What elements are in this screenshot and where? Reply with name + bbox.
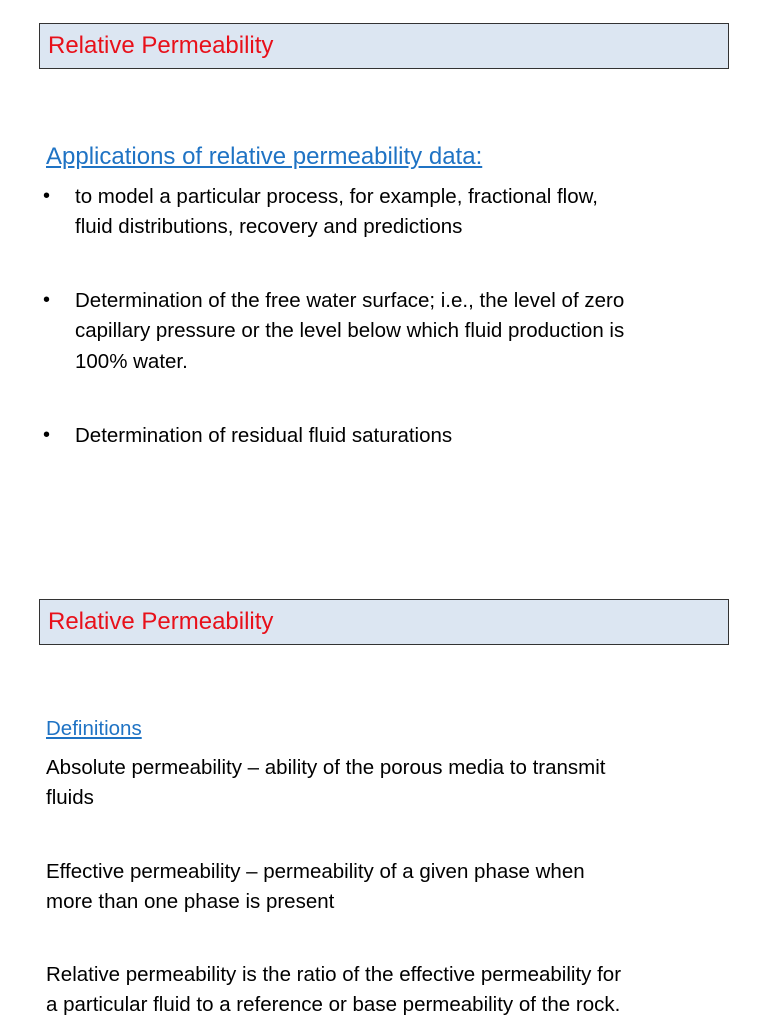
bullet-icon: • bbox=[43, 289, 51, 311]
bullet-icon: • bbox=[43, 424, 51, 446]
slide2-title: Relative Permeability bbox=[48, 608, 274, 635]
slide1-heading: Applications of relative permeability data: bbox=[46, 143, 483, 170]
para-3-line-1: Relative permeability is the ratio of the effective permeability for bbox=[46, 963, 622, 986]
para-1-line-1: Absolute permeability – ability of the porous media to transmit bbox=[46, 756, 606, 779]
bullet-2-line-1: Determination of the free water surface; i.e., the level of zero bbox=[75, 289, 625, 312]
bullet-2-line-2: capillary pressure or the level below which fluid production is bbox=[75, 319, 625, 342]
para-2-line-2: more than one phase is present bbox=[46, 890, 335, 913]
slide2-heading: Definitions bbox=[46, 717, 142, 740]
bullet-3-line-1: Determination of residual fluid saturations bbox=[75, 424, 453, 447]
bullet-1-line-2: fluid distributions, recovery and predictions bbox=[75, 215, 463, 238]
slide1-title-box bbox=[39, 23, 729, 69]
para-3-line-2: a particular fluid to a reference or base permeability of the rock. bbox=[46, 993, 621, 1016]
slide1-title: Relative Permeability bbox=[48, 32, 274, 59]
bullet-1-line-1: to model a particular process, for example, fractional flow, bbox=[75, 185, 598, 208]
slide2-title-box bbox=[39, 599, 729, 645]
para-2-line-1: Effective permeability – permeability of a given phase when bbox=[46, 860, 585, 883]
para-1-line-2: fluids bbox=[46, 786, 94, 809]
bullet-icon: • bbox=[43, 185, 51, 207]
bullet-2-line-3: 100% water. bbox=[75, 350, 188, 373]
